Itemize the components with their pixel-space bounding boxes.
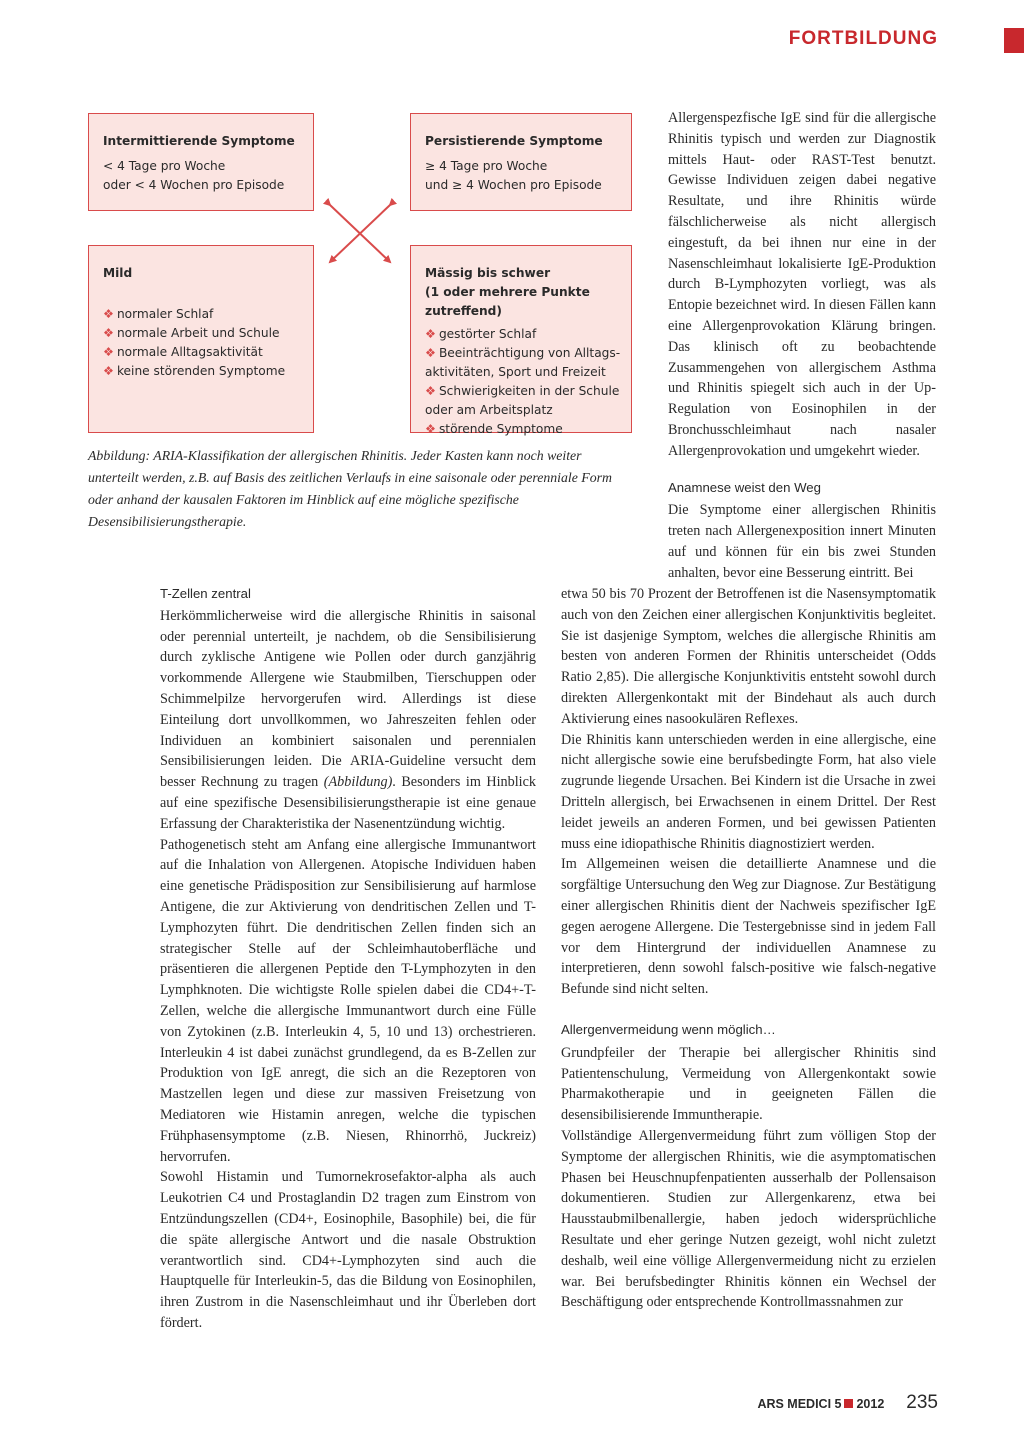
box-item-continued: aktivitäten, Sport und Freizeit: [425, 365, 606, 379]
paragraph: Herkömmlicherweise wird die allergische Rhinitis in saisonal oder perennial unterteilt, je nachdem, ob die Sensibilisierung durch zyklische Antigene wie Pollen oder durch ganzjährig vorkommende Allergene wie Staubmilben, Tierschuppen oder Schimmelpilze hervorgerufen wird. Allerdings ist diese Einteilung dort unvollkommen, wo Jahreszeiten fehlen oder Individuen an kombiniert saisonalen und perennialen Sensibilisierungen leiden. Die ARIA-Guideline versucht dem besser Rechnung zu tragen (Abbildung). Besonders im Hinblick auf eine spezifische Desensibilisierungstherapie ist eine genaue Erfassung der Charakteristika der Nasenentzündung wichtig.: [160, 607, 537, 832]
page-number: 235: [906, 1392, 938, 1413]
paragraph: Im Allgemeinen weisen die detaillierte Anamnese und die sorgfältige Untersuchung den Weg zur Diagnose. Zur Bestätigung einer allergischen Rhinitis dient der Nachweis spezifischer IgE gegen aerogene Allergene. Die Testergebnisse sind in jedem Fall vor dem Hintergrund der individuellen Anamnese zu interpretieren, denn sowohl falsch-positive wie falsch-negative Befunde sind nicht selten.: [561, 856, 936, 998]
box-item-continued: oder am Arbeitsplatz: [425, 403, 553, 417]
box-title: Persistierende Symptome: [425, 134, 603, 148]
diamond-bullet-icon: ❖: [425, 327, 436, 341]
journal-year: 2012: [856, 1397, 885, 1411]
right-top-column: [668, 108, 936, 584]
box-item: ❖ normale Alltagsaktivität: [103, 345, 263, 359]
diamond-bullet-icon: ❖: [425, 422, 436, 436]
paragraph: Pathogenetisch steht am Anfang eine allergische Immunantwort auf die Inhalation von Allergenen. Atopische Individuen haben eine genetische Prädisposition zur Sensibilisierung auf harmlose Antigene, die zur Aktivierung von dendritischen Zellen und T-Lymphozyten führt. Die dendritischen Zellen finden sich an strategischer Stelle auf der Schleimhautoberfläche und präsentieren die allergenen Peptide den T-Lymphozyten in den Lymphknoten. Die wichtigste Rolle spielen dabei die CD4+-T-Zellen, welche die allergische Immunantwort durch eine Fülle von Zytokinen (z.B. Interleukin 4, 5, 10 und 13) orchestrieren. Interleukin 4 ist dabei zunächst grundlegend, da es B-Zellen zur Produktion von IgE anregt, die sich an die Rezeptoren von Mastzellen legen und diese zur massiven Freisetzung von Mediatoren wie Histamin anregen, welche die typischen Frühphasensymptome (z.B. Niesen, Rhinorrhö, Juckreiz) hervorrufen.: [160, 836, 536, 1165]
box-item: ❖ Schwierigkeiten in der Schule: [425, 384, 620, 398]
section-marker: [1004, 28, 1024, 53]
square-separator-icon: [844, 1399, 853, 1408]
section-heading: Anamnese weist den Weg: [668, 479, 821, 495]
paragraph: Sowohl Histamin und Tumornekrosefaktor-alpha als auch Leukotrien C4 und Prostaglandin D2 tragen zum Einstrom von Entzündungszellen (CD4+, Eosinophile, Basophile) bei, die für die späte allergische Antwort und die nasale Obstruktion verantwortlich sind. CD4+-Lymphozyten sind auch die Hauptquelle für Interleukin-5, das die Bildung von Eosinophilen, ihren Zustrom in die Nasenschleimhaut und ihr Überleben dort fördert.: [160, 1169, 536, 1331]
diamond-bullet-icon: ❖: [103, 345, 114, 359]
paragraph: Die Symptome einer allergischen Rhinitis treten nach Allergenexposition innert Minuten auf und können für ein bis zwei Stunden anhalten, bevor eine Besserung eintritt. Bei: [668, 502, 936, 581]
section-heading: T-Zellen zentral: [160, 586, 251, 601]
cross-arrows: [0, 0, 700, 460]
paragraph: etwa 50 bis 70 Prozent der Betroffenen ist die Nasensymptomatik auch von den Zeichen einer allergischen Konjunktivitis begleitet. Sie ist dasjenige Symptom, welches die allergische Rhinitis am besten von anderen Formen der Rhinitis unterscheidet (Odds Ratio 2,85). Die allergische Konjunktivitis entsteht sowohl durch direkten Allergenkontakt mit der Bindehaut als auch durch Aktivierung eines nasookulären Reflexes.: [561, 586, 936, 727]
box-item: ❖ normale Arbeit und Schule: [103, 326, 280, 340]
right-column: [561, 584, 936, 1313]
box-subtitle: (1 oder mehrere Punkte zutreffend): [425, 285, 590, 318]
box-line: und ≥ 4 Wochen pro Episode: [425, 178, 602, 192]
section-label: FORTBILDUNG: [788, 28, 938, 49]
paragraph: Die Rhinitis kann unterschieden werden in eine allergische, eine nicht allergische sowie eine berufsbedingte Form, hat also viele zugrunde liegende Ursachen. Bei Kindern ist die Ursache in zwei Dritteln allergisch, bei Erwachsenen in einem Drittel. Der Rest leidet jeweils an anderen Formen, und bei gewissen Patienten muss eine idiopathische Rhinitis diagnostiziert werden.: [561, 731, 936, 852]
paragraph: Grundpfeiler der Therapie bei allergischer Rhinitis sind Patientenschulung, Vermeidung von Allergenkontakt sowie Pharmakotherapie und in geeigneten Fällen die desensibilisierende Immuntherapie.: [561, 1044, 936, 1124]
diamond-bullet-icon: ❖: [103, 364, 114, 378]
paragraph: Allergenspezfische IgE sind für die allergische Rhinitis typisch und werden zur Diagnostik mittels Haut- oder RAST-Test benutzt. Gewisse Individuen zeigen dabei negative Resultate, und ihre Rhinitis würde fälschlicherweise als nicht allergisch eingestuft, da bei ihnen nur eine in der Nasenschleimhaut lokalisierte IgE-Produktion durch B-Lymphozyten vorliegt, was als Entopie bezeichnet wird. In diesen Fällen kann eine Allergenprovokation Klärung bringen. Das klinisch oft zu beobachtende Zusammengehen von allergischem Asthma und Rhinitis spiegelt sich auch in der Up-Regulation von Eosinophilen in der Bronchusschleimhaut nach nasaler Allergenprovokation und umgekehrt wieder.: [668, 110, 936, 459]
box-line: oder < 4 Wochen pro Episode: [103, 178, 285, 192]
diamond-bullet-icon: ❖: [103, 326, 114, 340]
box-item: ❖ Beeinträchtigung von Alltags-: [425, 346, 621, 360]
box-title: Intermittierende Symptome: [103, 134, 295, 148]
diamond-bullet-icon: ❖: [425, 384, 436, 398]
box-item: ❖ gestörter Schlaf: [425, 327, 537, 341]
box-item: ❖ störende Symptome: [425, 422, 563, 436]
box-line: ≥ 4 Tage pro Woche: [425, 159, 548, 173]
box-item: ❖ keine störenden Symptome: [103, 364, 286, 378]
box-title: Mässig bis schwer: [425, 266, 551, 280]
diamond-bullet-icon: ❖: [103, 307, 114, 321]
diamond-bullet-icon: ❖: [425, 346, 436, 360]
box-line: < 4 Tage pro Woche: [103, 159, 226, 173]
box-title: Mild: [103, 266, 133, 280]
page-footer: [757, 1392, 938, 1414]
paragraph: Vollständige Allergenvermeidung führt zum völligen Stop der Symptome der allergischen Rhinitis, wie die asymptomatischen Phasen bei Heuschnupfenpatienten ausserhalb der Pollensaison dokumentieren. Studien zur Allergenkarenz, etwa bei Hausstaubmilbenallergie, haben jedoch widersprüchliche Resultate und eher geringe Nutzen gezeigt, wohl nicht zuletzt deshalb, weil eine völlige Allergenvermeidung nicht zu erzielen war. Bei berufsbedingter Rhinitis können ein Wechsel der Beschäftigung oder entsprechende Kontrollmassnahmen zur: [561, 1127, 936, 1311]
box-item: ❖ normaler Schlaf: [103, 307, 214, 321]
left-column: [160, 584, 536, 1334]
figure-caption: Abbildung: ARIA-Klassifikation der allergischen Rhinitis. Jeder Kasten kann noch weiter unterteilt werden, z.B. auf Basis des zeitlichen Verlaufs in eine saisonale oder perenniale Form oder anhand der kausalen Faktoren im Hinblick auf eine mögliche spezifische Desensibilisierungstherapie.: [88, 448, 612, 529]
section-heading: Allergenvermeidung wenn möglich…: [561, 1021, 776, 1037]
journal-name: ARS MEDICI 5: [757, 1397, 842, 1411]
figure-reference: (Abbildung): [323, 774, 393, 791]
